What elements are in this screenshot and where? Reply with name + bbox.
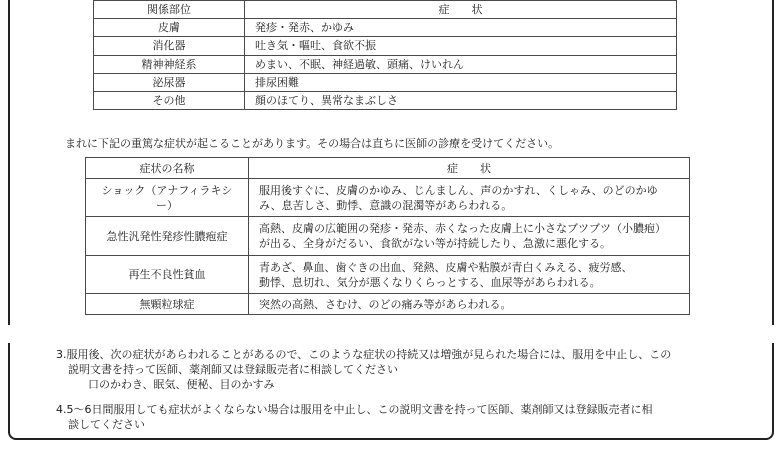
header-symptom-name: 症状の名称 xyxy=(86,158,249,179)
serious-symptoms-table xyxy=(85,157,690,315)
body-part-cell: 皮膚 xyxy=(94,19,245,37)
symptom-name-cell: 再生不良性貧血 xyxy=(86,256,249,294)
symptom-cell: 排尿困難 xyxy=(245,73,677,91)
body-part-cell: 泌尿器 xyxy=(94,73,245,91)
header-symptoms: 症 状 xyxy=(245,1,677,19)
frame-right-border xyxy=(772,0,774,325)
instruction-line: 4.5～6日間服用しても症状がよくならない場合は服用を中止し、この説明文書を持って医師、薬剤師又は登録販売者に相 xyxy=(56,403,653,416)
table-row xyxy=(94,19,677,37)
table-row xyxy=(86,179,690,217)
side-effects-table xyxy=(93,0,677,110)
description-line: 動悸、息切れ、気分が悪くなりくらっとする、血尿等があらわれる。 xyxy=(259,275,601,289)
table-header-row xyxy=(94,1,677,19)
body-part-cell: その他 xyxy=(94,91,245,109)
table-row xyxy=(94,55,677,73)
symptom-name-cell: 無顆粒球症 xyxy=(86,294,249,315)
body-part-cell: 精神神経系 xyxy=(94,55,245,73)
description-line: 高熱、皮膚の広範囲の発疹・発赤、赤くなった皮膚上に小さなブツブツ（小膿疱） xyxy=(259,222,666,235)
header-symptoms: 症 状 xyxy=(249,158,690,179)
description-line: 突然の高熱、さむけ、のどの痛み等があらわれる。 xyxy=(259,297,512,311)
serious-symptoms-note: まれに下記の重篤な症状が起こることがあります。その場合は直ちに医師の診療を受けてください。 xyxy=(65,137,560,150)
description-line: が出る、全身がだるい、食欲がない等が持続したり、急激に悪化する。 xyxy=(259,237,611,250)
description-line: み、息苦しさ、動悸、意識の混濁等があらわれる。 xyxy=(259,198,513,212)
table-row xyxy=(94,73,677,91)
instruction-3 xyxy=(56,347,671,392)
table-row xyxy=(94,91,677,109)
minor-symptoms-list: 口のかわき、眠気、便秘、目のかすみ xyxy=(88,378,275,391)
symptom-cell: めまい、不眠、神経過敏、頭痛、けいれん xyxy=(245,55,677,73)
instruction-4 xyxy=(56,402,653,432)
description-line: 服用後すぐに、皮膚のかゆみ、じんましん、声のかすれ、くしゃみ、のどのかゆ xyxy=(259,183,658,197)
instruction-line: 説明文書を持って医師、薬剤師又は登録販売者に相談してください xyxy=(68,363,398,376)
frame-left-border xyxy=(8,0,10,325)
table-row xyxy=(94,37,677,55)
header-body-part: 関係部位 xyxy=(94,1,245,19)
symptom-name-cell: ショック（アナフィラキシー） xyxy=(86,179,249,217)
instruction-line: 談してください xyxy=(68,418,145,431)
symptom-cell: 顔のほてり、異常なまぶしさ xyxy=(245,91,677,109)
symptom-cell: 発疹・発赤、かゆみ xyxy=(245,19,677,37)
symptom-description-cell xyxy=(249,179,690,217)
symptom-description-cell xyxy=(249,217,690,256)
symptom-description-cell xyxy=(249,294,690,315)
table-header-row xyxy=(86,158,690,179)
symptom-cell: 吐き気・嘔吐、食欲不振 xyxy=(245,37,677,55)
table-row xyxy=(86,217,690,256)
body-part-cell: 消化器 xyxy=(94,37,245,55)
instruction-line: 3.服用後、次の症状があらわれることがあるので、このような症状の持続又は増強が見られた場合には、服用を中止し、この xyxy=(56,348,672,361)
description-line: 青あざ、鼻血、歯ぐきの出血、発熱、皮膚や粘膜が青白くみえる、疲労感、 xyxy=(259,260,633,274)
table-row xyxy=(86,256,690,294)
symptom-description-cell xyxy=(249,256,690,294)
symptom-name-cell: 急性汎発性発疹性膿疱症 xyxy=(86,217,249,256)
table-row xyxy=(86,294,690,315)
